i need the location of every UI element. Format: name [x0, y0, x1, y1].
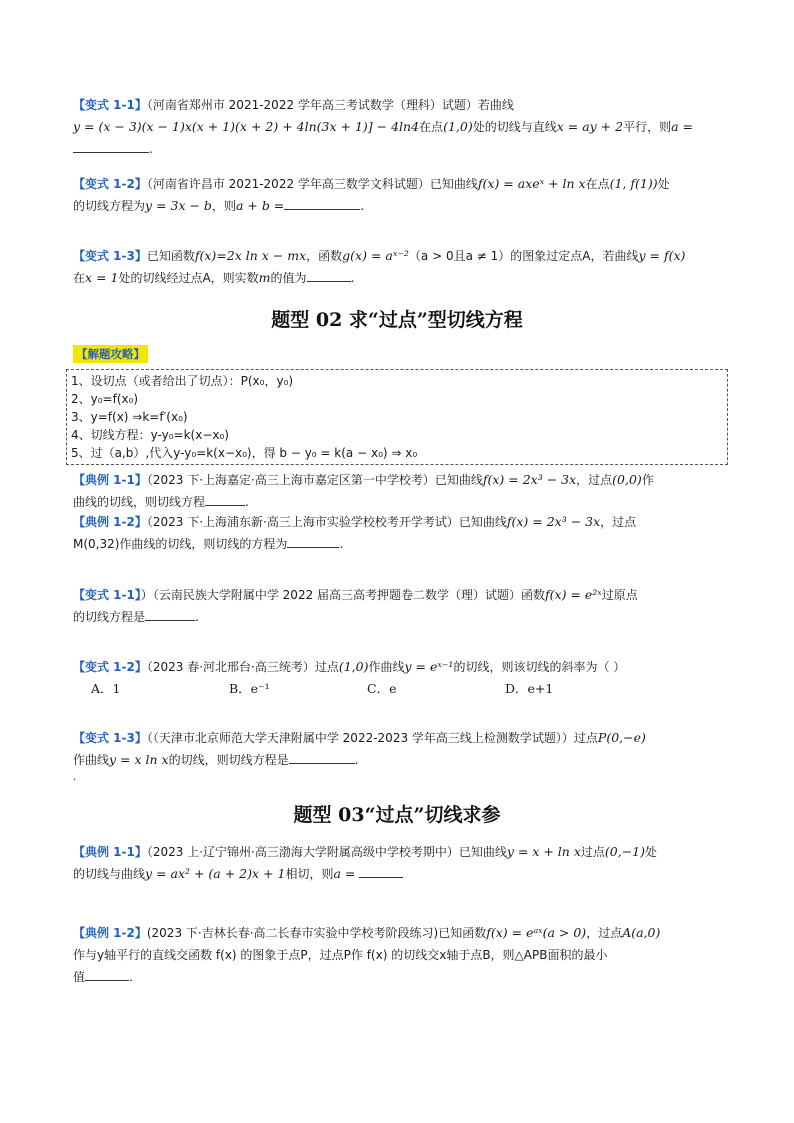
text: ，函数 [306, 249, 343, 263]
source: ）（云南民族大学附属中学 2022 届高三高考押题卷二数学（理）试题）函数 [140, 588, 546, 602]
source: （2023 下·上海浦东新·高三上海市实验学校校考开学考试）已知曲线 [146, 515, 507, 529]
answer-blank [85, 967, 129, 981]
source: （2023 上·辽宁锦州·高三渤海大学附属高级中学校考期中）已知曲线 [146, 845, 507, 859]
strategy-label: 【解题攻略】 [73, 345, 148, 363]
function: f(x)=2x ln x − mx [194, 248, 307, 263]
point: (0,−1) [604, 844, 646, 859]
step: 4、切线方程：y-y₀=k(x−x₀) [71, 428, 229, 442]
example-1-2c [73, 922, 728, 988]
tag: 【变式 1-2】 [73, 660, 147, 674]
tag: 【变式 1-2】 [73, 177, 147, 191]
stray-dot: . [73, 772, 77, 783]
choice-d[interactable]: D．e+1 [505, 681, 554, 696]
source: （（天津市北京师范大学天津附属中学 2022-2023 学年高三线上检测数学试题））过点 [146, 731, 598, 745]
choices [73, 678, 728, 699]
source: （2023 春·河北邢台·高三统考）过点 [146, 660, 339, 674]
text: 在 [73, 271, 86, 285]
answer-blank [145, 607, 195, 621]
period: . [354, 752, 359, 767]
period: . [245, 494, 249, 509]
choice-c[interactable]: C．e [367, 681, 397, 696]
text: 的值为 [270, 271, 307, 285]
step: 3、y=f(x) ⇒k=f′(x₀) [71, 410, 188, 424]
period: . [195, 609, 199, 624]
text: 作曲线 [73, 753, 110, 767]
source: (2023 下·吉林长春·高二长春市实验中学校考阶段练习)已知函数 [146, 926, 487, 940]
variable: a = [671, 119, 693, 134]
text: 作曲线 [368, 660, 405, 674]
tag: 【变式 1-3】 [73, 249, 147, 263]
function-g: g(x) = aˣ⁻² [342, 248, 409, 263]
text: 处 [657, 177, 670, 191]
answer-blank [287, 534, 339, 548]
period: . [360, 198, 365, 213]
variable: m [258, 270, 271, 285]
answer-blank [289, 750, 355, 764]
answer-blank [359, 864, 403, 878]
text: 的切线，则该切线的斜率为（ ） [453, 660, 626, 674]
variant-1-2 [73, 173, 728, 217]
text: 作 [641, 473, 654, 487]
formula: y = (x − 3)(x − 1)x(x + 1)(x + 2) + 4ln(3x + 1)] − 4ln4 [73, 119, 420, 134]
point: A(a,0) [622, 925, 661, 940]
text: 过点 [580, 845, 605, 859]
condition: (a > 0) [542, 925, 587, 940]
answer-blank [73, 139, 149, 153]
variant-1-2b [73, 656, 728, 699]
answer-blank [307, 268, 351, 282]
source: （2023 下·上海嘉定·高三上海市嘉定区第一中学校考）已知曲线 [146, 473, 483, 487]
point: (1, f(1)) [609, 176, 658, 191]
text: 的切线方程是 [73, 610, 146, 624]
tangent-eq: y = 3x − b [145, 198, 212, 213]
tag: 【典例 1-2】 [73, 926, 147, 940]
text: ，过点 [576, 473, 613, 487]
section-heading-03: 题型 03“过点”切线求参 [293, 804, 501, 826]
variant-1-1: 【变式 1-1】（河南省郑州市 2021-2022 学年高三考试数学（理科）试题）若曲线 y = (x − 3)(x − 1)x(x + 1)(x + 2) + 4ln(3x + 1)] − 4ln4在点(1,0)处的切线与直线x = ay + 2平行，则a = . [73, 98, 693, 156]
text: ，过点 [586, 926, 623, 940]
point: (1,0) [338, 659, 369, 674]
tag: 【典例 1-2】 [73, 515, 147, 529]
step: 1、设切点（或者给出了切点）：P(x₀，y₀) [71, 374, 294, 388]
steps-box [66, 369, 728, 465]
text: 平行，则 [623, 120, 672, 134]
variable: a = [333, 866, 356, 881]
period: . [339, 536, 344, 551]
step: 2、y₀=f(x₀) [71, 392, 139, 406]
period: . [350, 270, 355, 285]
answer-blank [205, 492, 245, 506]
text: 曲线的切线，则切线方程 [73, 495, 206, 509]
function: y = x + ln x [506, 844, 581, 859]
tag: 【典例 1-1】 [73, 845, 147, 859]
text: 处的切线与直线 [472, 120, 557, 134]
function: f(x) = e²ˣ [545, 587, 602, 602]
function: y = x ln x [109, 752, 169, 767]
point: P(0,−e) [597, 730, 646, 745]
example-1-1 [73, 469, 728, 513]
example-1-1c [73, 841, 728, 885]
point: (1,0) [443, 119, 473, 134]
text: 处的切线经过点A，则实数 [118, 271, 259, 285]
period: . [129, 969, 133, 984]
text: （a > 0且a ≠ 1）的图象过定点A，若曲线 [408, 249, 639, 263]
step: 5、过（a,b）,代入y-y₀=k(x−x₀)，得 b − y₀ = k(a − x₀) ⇒ x₀ [71, 446, 418, 460]
variant-1-3 [73, 245, 728, 289]
text: 值 [73, 970, 86, 984]
tag: 【变式 1-1】 [73, 98, 147, 112]
answer-blank [284, 196, 360, 210]
text: ，过点 [600, 515, 637, 529]
curve: y = f(x) [638, 248, 686, 263]
tag: 【变式 1-1】 [73, 588, 141, 602]
text: 过原点 [601, 588, 638, 602]
tag: 【典例 1-1】 [73, 473, 147, 487]
choice-a[interactable]: A．1 [91, 681, 121, 696]
source: （河南省许昌市 2021-2022 学年高三数学文科试题）已知曲线 [146, 177, 478, 191]
function: f(x) = eᵃˣ [486, 925, 543, 940]
text: 在点 [585, 177, 610, 191]
text: 的切线与曲线 [73, 867, 146, 881]
variant-1-1b [73, 584, 728, 628]
choice-b[interactable]: B．e⁻¹ [229, 681, 270, 696]
function: f(x) = axeˣ + ln x [477, 176, 586, 191]
text: 在点 [419, 120, 444, 134]
text: 的切线方程为 [73, 199, 146, 213]
function: f(x) = 2x³ − 3x [506, 514, 601, 529]
text: 作与y轴平行的直线交函数 f(x) 的图象于点P，过点P作 f(x) 的切线交x轴于点B，则△APB面积的最小 [73, 948, 608, 962]
source: （河南省郑州市 2021-2022 学年高三考试数学（理科）试题）若曲线 [146, 98, 514, 112]
text: 处 [645, 845, 658, 859]
section-heading-02: 题型 02 求“过点”型切线方程 [271, 309, 523, 331]
point: (0,0) [612, 472, 642, 487]
variant-1-3b [73, 727, 728, 771]
function: y = eˣ⁻¹ [404, 659, 454, 674]
text: ，则 [211, 199, 236, 213]
text: 相切，则 [285, 867, 334, 881]
curve: y = ax² + (a + 2)x + 1 [145, 866, 286, 881]
x-value: x = 1 [85, 270, 119, 285]
tag: 【变式 1-3】 [73, 731, 147, 745]
example-1-2 [73, 511, 728, 555]
text: 已知函数 [146, 249, 195, 263]
line-eq: x = ay + 2 [556, 119, 624, 134]
text: 的切线，则切线方程是 [168, 753, 289, 767]
expr: a + b = [235, 198, 285, 213]
text: M(0,32)作曲线的切线，则切线的方程为 [73, 537, 288, 551]
function: f(x) = 2x³ − 3x [482, 472, 577, 487]
